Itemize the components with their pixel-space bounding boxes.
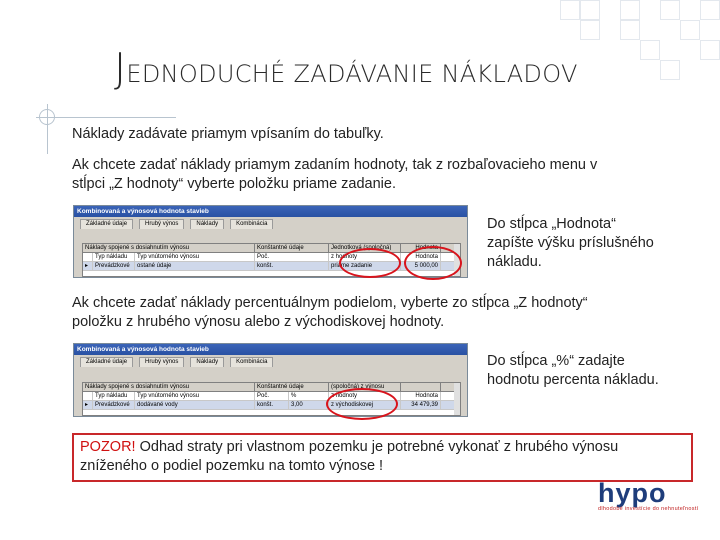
paragraph-3 — [72, 294, 588, 332]
highlight-ring-percent — [326, 388, 398, 420]
warning-line-1 — [80, 438, 685, 457]
tab-basic[interactable]: Základné údaje — [80, 219, 133, 229]
tab-combination[interactable]: Kombinácia — [230, 219, 273, 229]
screenshot-percentage-entry — [73, 343, 468, 417]
paragraph-2-line-2: stĺpci „Z hodnoty“ vyberte položku priame zadanie. — [72, 176, 396, 192]
title-initial: J — [114, 44, 127, 92]
table-row[interactable]: ▸ Prevádzkové dodávané vody konšt. 3,00 z východiskovej 34 479,39 — [83, 401, 460, 410]
table-row: Typ nákladu Typ vnútorného výnosu Poč. % z hodnoty Hodnota — [83, 392, 460, 401]
table-row[interactable]: ▸ Prevádzkové ostané údaje konšt. priame zadanie 5 000,00 — [83, 262, 460, 271]
paragraph-3-line-1: Ak chcete zadať náklady percentuálnym podielom, vyberte zo stĺpca „Z hodnoty“ — [72, 295, 588, 311]
costs-table — [82, 382, 461, 416]
note-2-line-2: hodnotu percenta nákladu. — [487, 372, 659, 388]
page-title — [114, 44, 578, 92]
warning-box — [72, 433, 693, 482]
paragraph-1: Náklady zadávate priamym vpísaním do tabuľky. — [72, 126, 384, 142]
tab-basic[interactable]: Základné údaje — [80, 357, 133, 367]
tab-combination[interactable]: Kombinácia — [230, 357, 273, 367]
note-1-line-1: Do stĺpca „Hodnota“ — [487, 216, 616, 232]
tab-costs[interactable]: Náklady — [190, 357, 224, 367]
title-rest: EDNODUCHÉ ZADÁVANIE NÁKLADOV — [126, 60, 578, 88]
hypo-logo — [598, 480, 716, 516]
paragraph-2-line-1: Ak chcete zadať náklady priamym zadaním hodnoty, tak z rozbaľovacieho menu v — [72, 157, 598, 173]
highlight-ring-z-hodnoty — [339, 248, 401, 278]
note-2-line-1: Do stĺpca „%“ zadajte — [487, 353, 625, 369]
table-group-header: Náklady spojené s dosiahnutím výnosu Konštantné údaje (spoločná) z výnosu — [83, 383, 460, 392]
vertical-scrollbar[interactable] — [454, 383, 460, 415]
logo-word: hypo — [598, 478, 667, 508]
window-title: Kombinovaná a výnosová hodnota stavieb — [74, 206, 467, 217]
table-row: Typ nákladu Typ vnútorného výnosu Poč. z hodnoty Hodnota — [83, 253, 460, 262]
note-1 — [487, 215, 654, 272]
paragraph-2 — [72, 156, 597, 194]
tab-bar — [74, 217, 467, 229]
paragraph-3-line-2: položku z hrubého výnosu alebo z východiskovej hodnoty. — [72, 314, 445, 330]
decorative-horizontal-line — [36, 117, 176, 118]
note-2 — [487, 352, 659, 390]
highlight-ring-hodnota — [404, 246, 462, 280]
note-1-line-3: nákladu. — [487, 254, 542, 270]
window-title: Kombinovaná a výnosová hodnota stavieb — [74, 344, 467, 355]
warning-line-2: zníženého o podiel pozemku na tomto výnose ! — [80, 458, 384, 474]
tab-gross-yield[interactable]: Hrubý výnos — [139, 219, 184, 229]
warning-prefix: POZOR! — [80, 439, 136, 455]
logo-tagline: dlhodobé investície do nehnuteľností — [598, 506, 699, 512]
tab-costs[interactable]: Náklady — [190, 219, 224, 229]
tab-gross-yield[interactable]: Hrubý výnos — [139, 357, 184, 367]
table-group-header: Náklady spojené s dosiahnutím výnosu Konštantné údaje Jednotková (spoločná) Hodnota — [83, 244, 460, 253]
tab-bar — [74, 355, 467, 367]
decorative-grid — [560, 0, 720, 110]
note-1-line-2: zapíšte výšku príslušného — [487, 235, 654, 251]
warning-text-1: Odhad straty pri vlastnom pozemku je potrebné vykonať z hrubého výnosu — [135, 439, 619, 455]
decorative-circle — [39, 109, 55, 125]
